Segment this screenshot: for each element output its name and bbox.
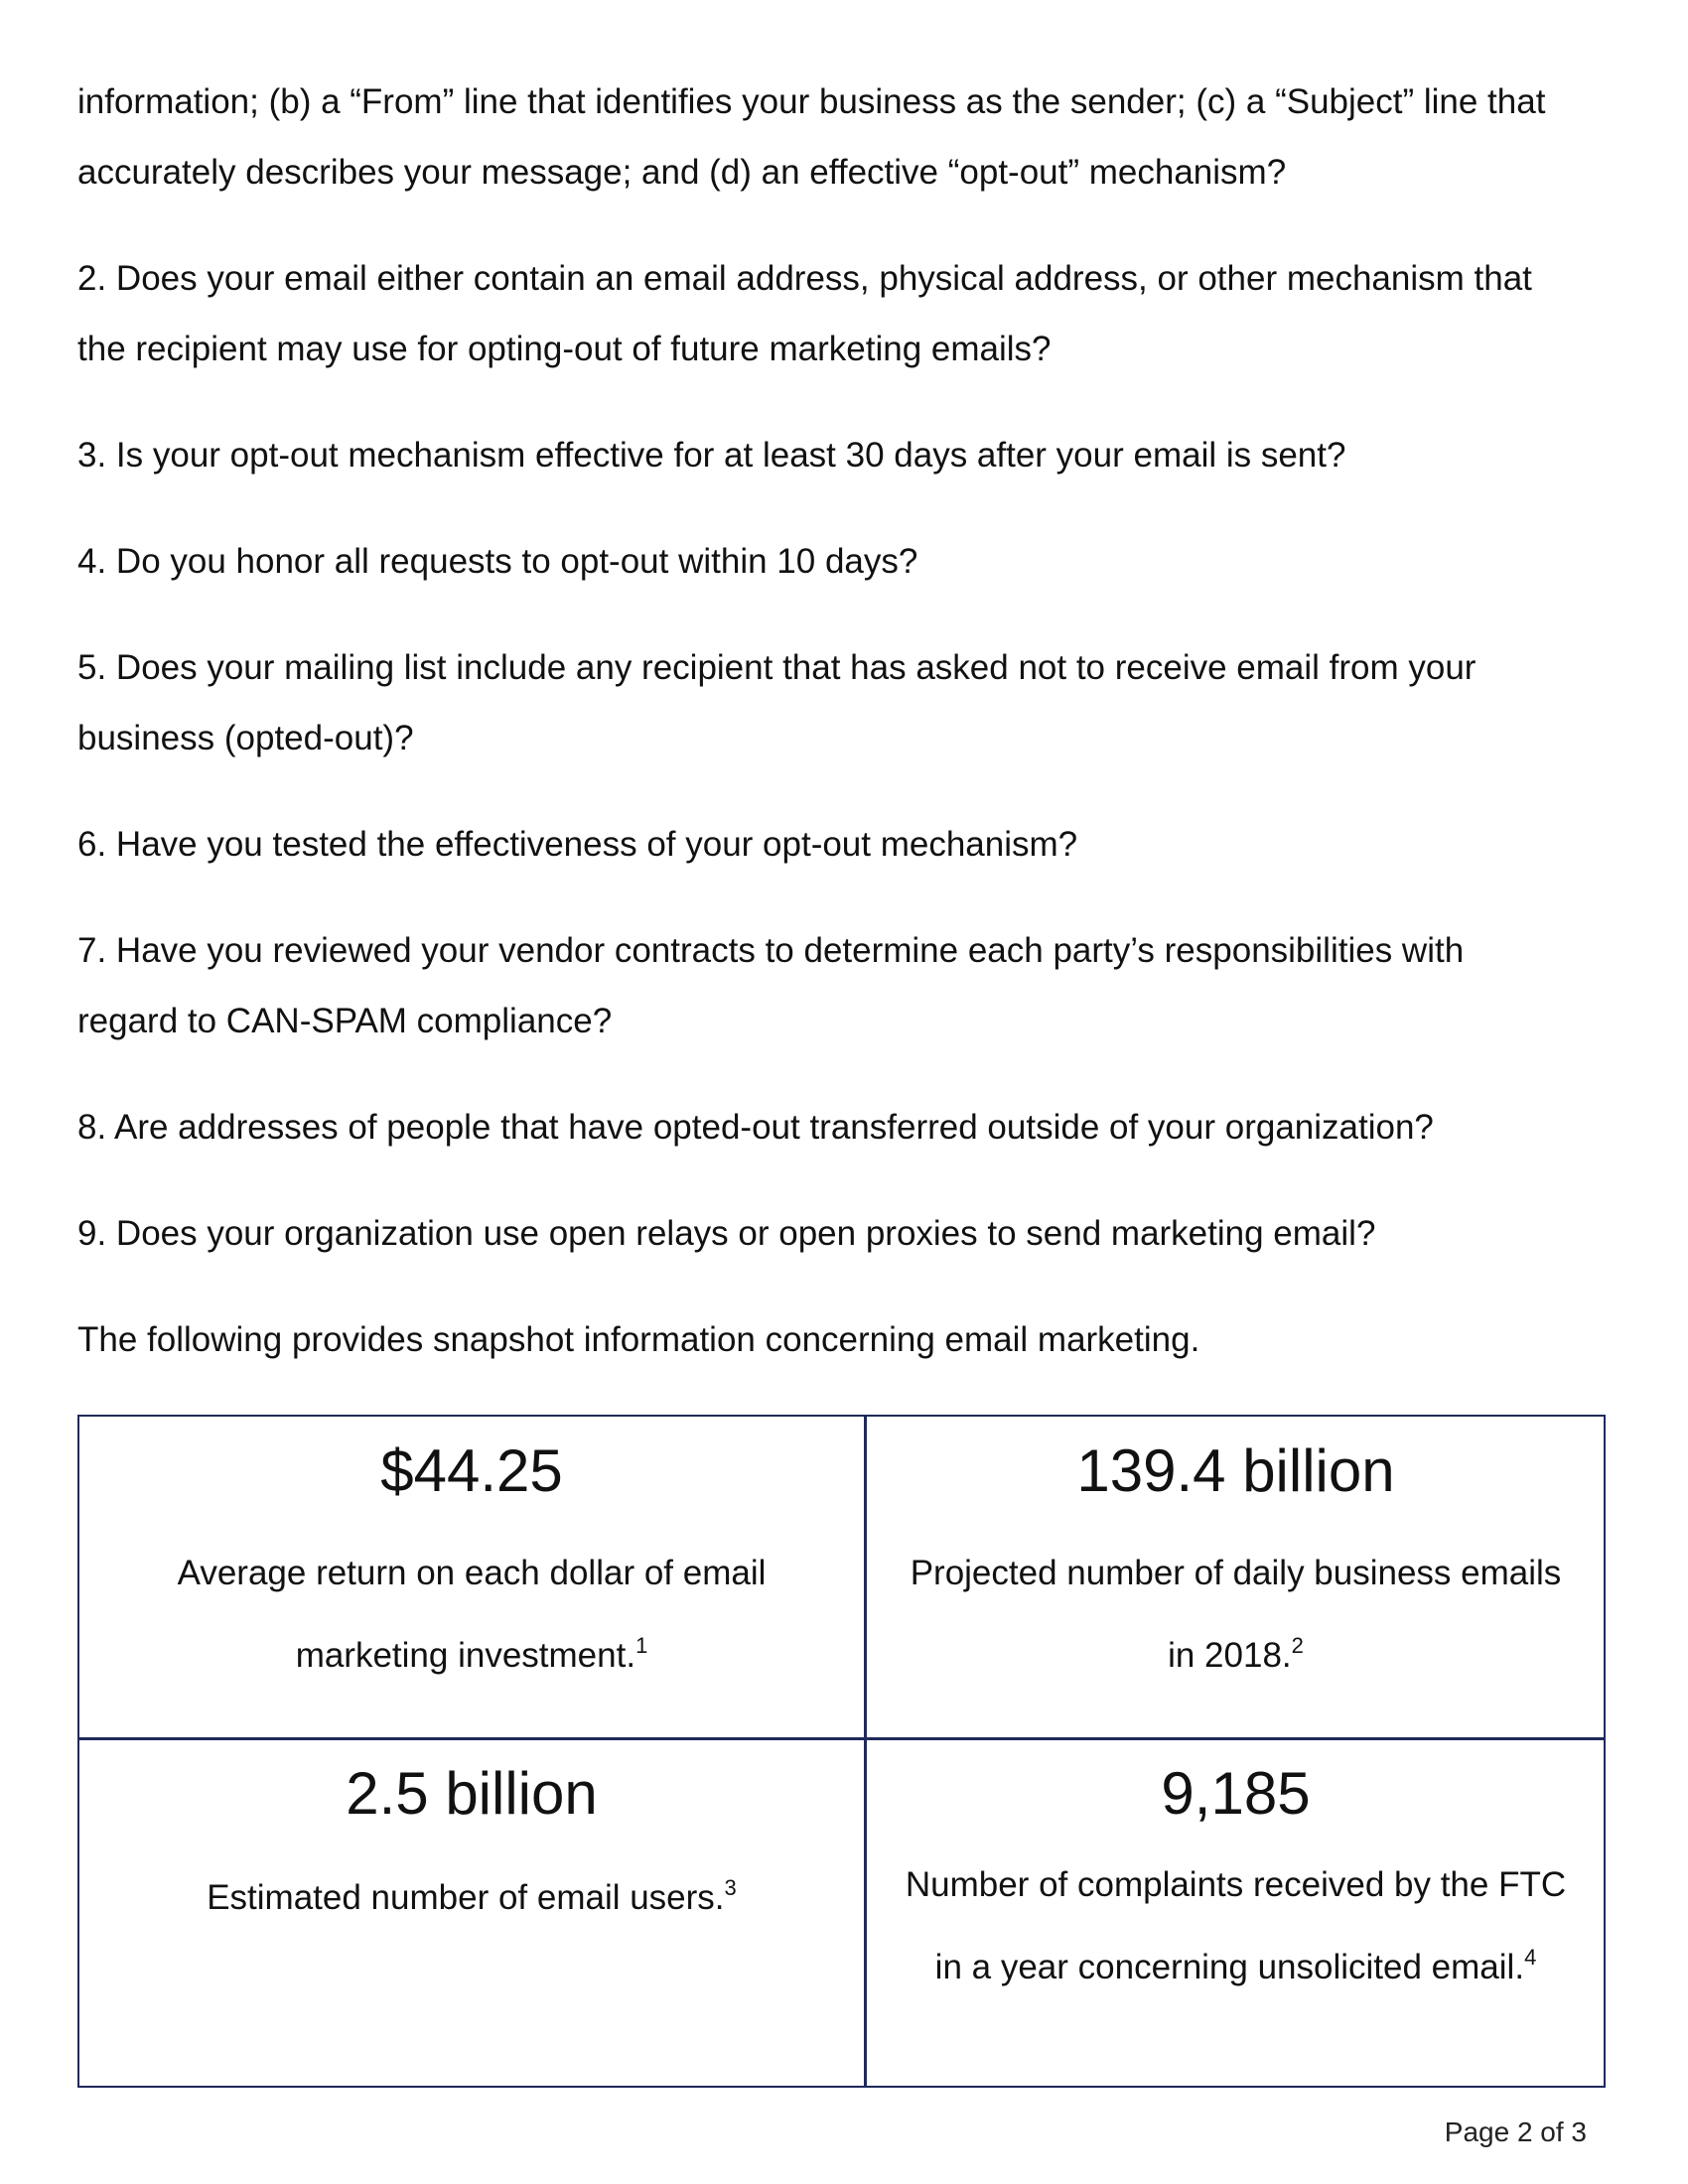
stat-cell-roi [79, 1417, 864, 1737]
stat-description-text: marketing investment. [295, 1636, 636, 1675]
stats-table [77, 1415, 1606, 2088]
stat-description-text: in a year concerning unsolicited email. [934, 1948, 1525, 1986]
question-2-line-2: the recipient may use for opting-out of future marketing emails? [77, 330, 1052, 368]
footnote-marker: 3 [724, 1875, 737, 1900]
question-6: 6. Have you tested the effectiveness of your opt-out mechanism? [77, 825, 1078, 864]
stat-cell-email-users [79, 1739, 864, 2087]
footnote-marker: 4 [1524, 1945, 1537, 1970]
stat-value: 9,185 [1161, 1760, 1311, 1827]
question-8: 8. Are addresses of people that have opted-out transferred outside of your organization? [77, 1108, 1434, 1147]
question-4: 4. Do you honor all requests to opt-out within 10 days? [77, 542, 918, 581]
question-9: 9. Does your organization use open relays or open proxies to send marketing email? [77, 1214, 1376, 1253]
stat-value: 2.5 billion [346, 1760, 598, 1827]
stat-description-line: Projected number of daily business emails [910, 1554, 1562, 1592]
stat-description-text: in 2018. [1168, 1636, 1292, 1675]
stat-cell-daily-emails [866, 1417, 1606, 1737]
stat-description-line [866, 1614, 1606, 1697]
paragraph-continuation-line-1: information; (b) a “From” line that identifies your business as the sender; (c) a “Subject” line that [77, 82, 1546, 121]
question-5-line-2: business (opted-out)? [77, 719, 414, 757]
stat-description-line [79, 1614, 864, 1697]
stat-description-line: Average return on each dollar of email [177, 1554, 767, 1592]
paragraph-continuation-line-2: accurately describes your message; and (d) an effective “opt-out” mechanism? [77, 153, 1287, 192]
question-7-line-2: regard to CAN-SPAM compliance? [77, 1002, 613, 1040]
question-7-line-1: 7. Have you reviewed your vendor contracts to determine each party’s responsibilities with [77, 931, 1465, 970]
page-number: Page 2 of 3 [1444, 2116, 1587, 2147]
footnote-marker: 2 [1291, 1633, 1304, 1658]
question-5-line-1: 5. Does your mailing list include any recipient that has asked not to receive email from your [77, 648, 1477, 687]
stat-description-line: Number of complaints received by the FTC [905, 1865, 1567, 1904]
question-2-line-1: 2. Does your email either contain an email address, physical address, or other mechanism that [77, 259, 1532, 298]
stat-value: $44.25 [380, 1437, 563, 1504]
stat-cell-ftc-complaints [866, 1739, 1606, 2087]
snapshot-intro: The following provides snapshot information concerning email marketing. [77, 1320, 1200, 1359]
stat-description-text: Estimated number of email users. [207, 1878, 725, 1917]
footnote-marker: 1 [635, 1633, 648, 1658]
stat-description-line [79, 1856, 864, 1939]
question-3: 3. Is your opt-out mechanism effective for at least 30 days after your email is sent? [77, 436, 1346, 475]
stat-value: 139.4 billion [1076, 1437, 1395, 1504]
stat-description-line [866, 1926, 1606, 2008]
